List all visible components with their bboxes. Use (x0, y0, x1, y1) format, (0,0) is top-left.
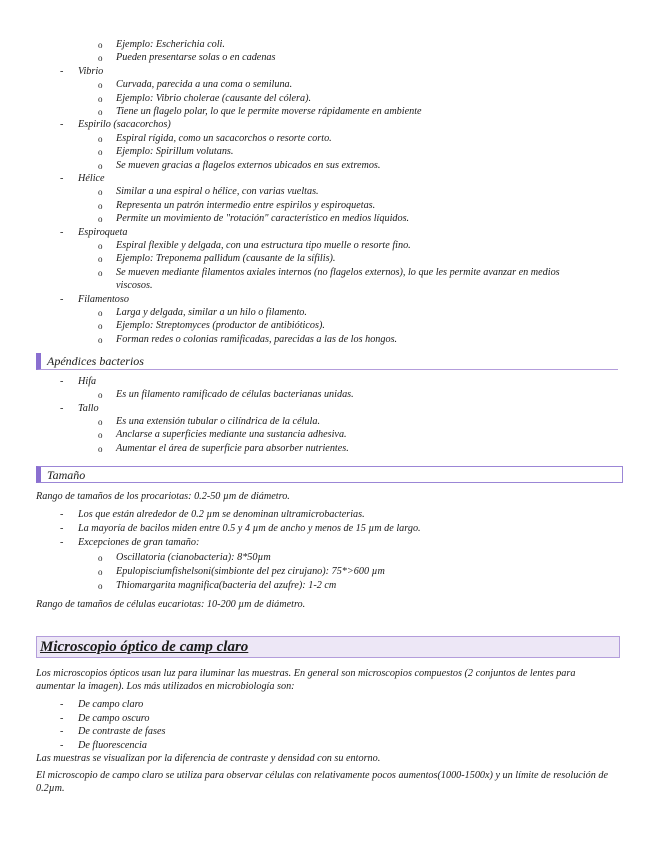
bullet-marker: o (98, 430, 103, 441)
list-item-text: Tallo (78, 402, 99, 414)
list-item-text: Forman redes o colonias ramificadas, parecidas a las de los hongos. (116, 333, 398, 345)
heading-microscope (36, 636, 620, 658)
list-item-text: De fluorescencia (78, 739, 147, 751)
bullet-marker: o (98, 308, 103, 318)
dash-marker: - (60, 712, 64, 724)
list-item-text: Curvada, parecida a una coma o semiluna. (116, 79, 293, 91)
microscope-paragraph-2: Las muestras se visualizan por la diferencia de contraste y densidad con su entorno. (36, 753, 381, 764)
list-item-text: Excepciones de gran tamaño: (78, 537, 200, 549)
bullet-marker: o (98, 254, 103, 265)
size-intro: Rango de tamaños de los procariotas: 0.2-50 µm de diámetro. (36, 491, 290, 502)
list-item-text: Espiral flexible y delgada, con una estructura tipo muelle o resorte fino. (116, 240, 411, 251)
bullet-marker: o (98, 214, 103, 225)
bullet-marker: o (98, 416, 103, 427)
list-item-text: Hélice (78, 173, 105, 184)
dash-marker: - (60, 293, 64, 305)
list-item-text: Similar a una espiral o hélice, con varias vueltas. (116, 186, 319, 198)
bullet-marker: o (98, 581, 103, 591)
list-item-text: Se mueven gracias a flagelos externos ubicados en sus extremos. (116, 159, 381, 171)
bullet-marker: o (98, 160, 103, 171)
list-item-text: Anclarse a superficies mediante una sustancia adhesiva. (116, 429, 347, 441)
bullet-marker: o (98, 147, 103, 158)
list-item-text: Vibrio (78, 65, 104, 77)
list-item-text: Oscillatoria (cianobacteria): 8*50µm (116, 551, 271, 563)
dash-marker: - (60, 173, 64, 184)
microscope-paragraph-3: El microscopio de campo claro se utiliza para observar células con relativamente pocos aumentos(1000-1500x) y un límite de resolución de 0.2µm. (36, 770, 608, 795)
list-item-text: La mayoría de bacilos miden entre 0.5 y 4 µm de ancho y menos de 15 µm de largo. (78, 523, 421, 535)
list-item-text: Pueden presentarse solas o en cadenas (116, 52, 276, 64)
list-item-text: Ejemplo: Escherichia coli. (116, 39, 225, 50)
bullet-marker: o (98, 107, 103, 117)
bullet-marker: o (98, 40, 103, 50)
section-title: Tamaño (47, 468, 86, 482)
list-item-text: Ejemplo: Streptomyces (productor de antibióticos). (116, 320, 325, 332)
list-item-text: Es un filamento ramificado de células bacterianas unidas. (116, 389, 354, 401)
list-item-text: De campo claro (78, 699, 144, 710)
bullet-marker: o (98, 267, 103, 278)
dash-marker: - (60, 739, 64, 751)
list-item-text: De contraste de fases (78, 726, 166, 737)
microscope-paragraph-1: Los microscopios ópticos usan luz para iluminar las muestras. En general son microscopios compuestos (2 conjuntos de lentes para aumentar la imagen). Los más utilizados en microbiología son: (36, 668, 576, 693)
section-heading-size (36, 466, 623, 483)
dash-marker: - (60, 537, 64, 549)
bullet-marker: o (98, 321, 103, 332)
list-item-text: Filamentoso (78, 293, 129, 305)
heading-text: Microscopio óptico de camp claro (40, 639, 249, 655)
size-outro: Rango de tamaños de células eucariotas: 10-200 µm de diámetro. (36, 599, 306, 610)
list-item-text: Ejemplo: Vibrio cholerae (causante del cólera). (116, 92, 312, 104)
bullet-marker: o (98, 93, 103, 104)
dash-marker: - (60, 402, 64, 414)
list-item-text: Es una extensión tubular o cilíndrica de la célula. (116, 415, 320, 427)
list-item-text: Hifa (78, 376, 97, 387)
list-item-text: Espiral rígida, como un sacacorchos o resorte corto. (116, 132, 332, 144)
bullet-marker: o (98, 80, 103, 91)
list-item-text: Thiomargarita magnifica(bacteria del azufre): 1-2 cm (116, 580, 337, 591)
section-heading-appendices (36, 353, 618, 370)
bullet-marker: o (98, 334, 103, 345)
list-item-text: Espirilo (sacacorchos) (78, 119, 171, 131)
bullet-marker: o (98, 133, 103, 144)
dash-marker: - (60, 226, 64, 238)
list-item-text: Epulopisciumfishelsoni(simbionte del pez cirujano): 75*>600 µm (116, 565, 385, 577)
section-title: Apéndices bacterios (47, 354, 144, 368)
list-item-text: Se mueven mediante filamentos axiales internos (no flagelos externos), lo que les permite avanzar en medios viscosos. (116, 266, 560, 292)
dash-marker: - (60, 376, 64, 387)
list-item-text: De campo oscuro (78, 712, 150, 724)
list-item-text: Larga y delgada, similar a un hilo o filamento. (116, 307, 307, 318)
dash-marker: - (60, 65, 64, 77)
list-item-text: Los que están alrededor de 0.2 µm se denominan ultramicrobacterias. (78, 509, 365, 520)
dash-marker: - (60, 699, 64, 710)
list-item-text: Ejemplo: Treponema pallidum (causante de la sífilis). (116, 253, 336, 265)
bullet-marker: o (98, 200, 103, 211)
dash-marker: - (60, 523, 64, 535)
dash-marker: - (60, 726, 64, 737)
bullet-marker: o (98, 443, 103, 454)
dash-marker: - (60, 509, 64, 520)
bullet-marker: o (98, 241, 103, 251)
list-item-text: Representa un patrón intermedio entre espirilos y espiroquetas. (116, 199, 376, 211)
bullet-marker: o (98, 566, 103, 577)
bullet-marker: o (98, 390, 103, 401)
bullet-marker: o (98, 187, 103, 198)
list-item-text: Espiroqueta (78, 226, 128, 238)
list-item-text: Permite un movimiento de "rotación" característico en medios líquidos. (116, 213, 410, 225)
list-item-text: Ejemplo: Spirillum volutans. (116, 146, 234, 158)
dash-marker: - (60, 119, 64, 131)
list-item-text: Tiene un flagelo polar, lo que le permite moverse rápidamente en ambiente (116, 106, 422, 117)
list-item-text: Aumentar el área de superficie para absorber nutrientes. (116, 442, 349, 454)
bullet-marker: o (98, 552, 103, 563)
bullet-marker: o (98, 53, 103, 64)
